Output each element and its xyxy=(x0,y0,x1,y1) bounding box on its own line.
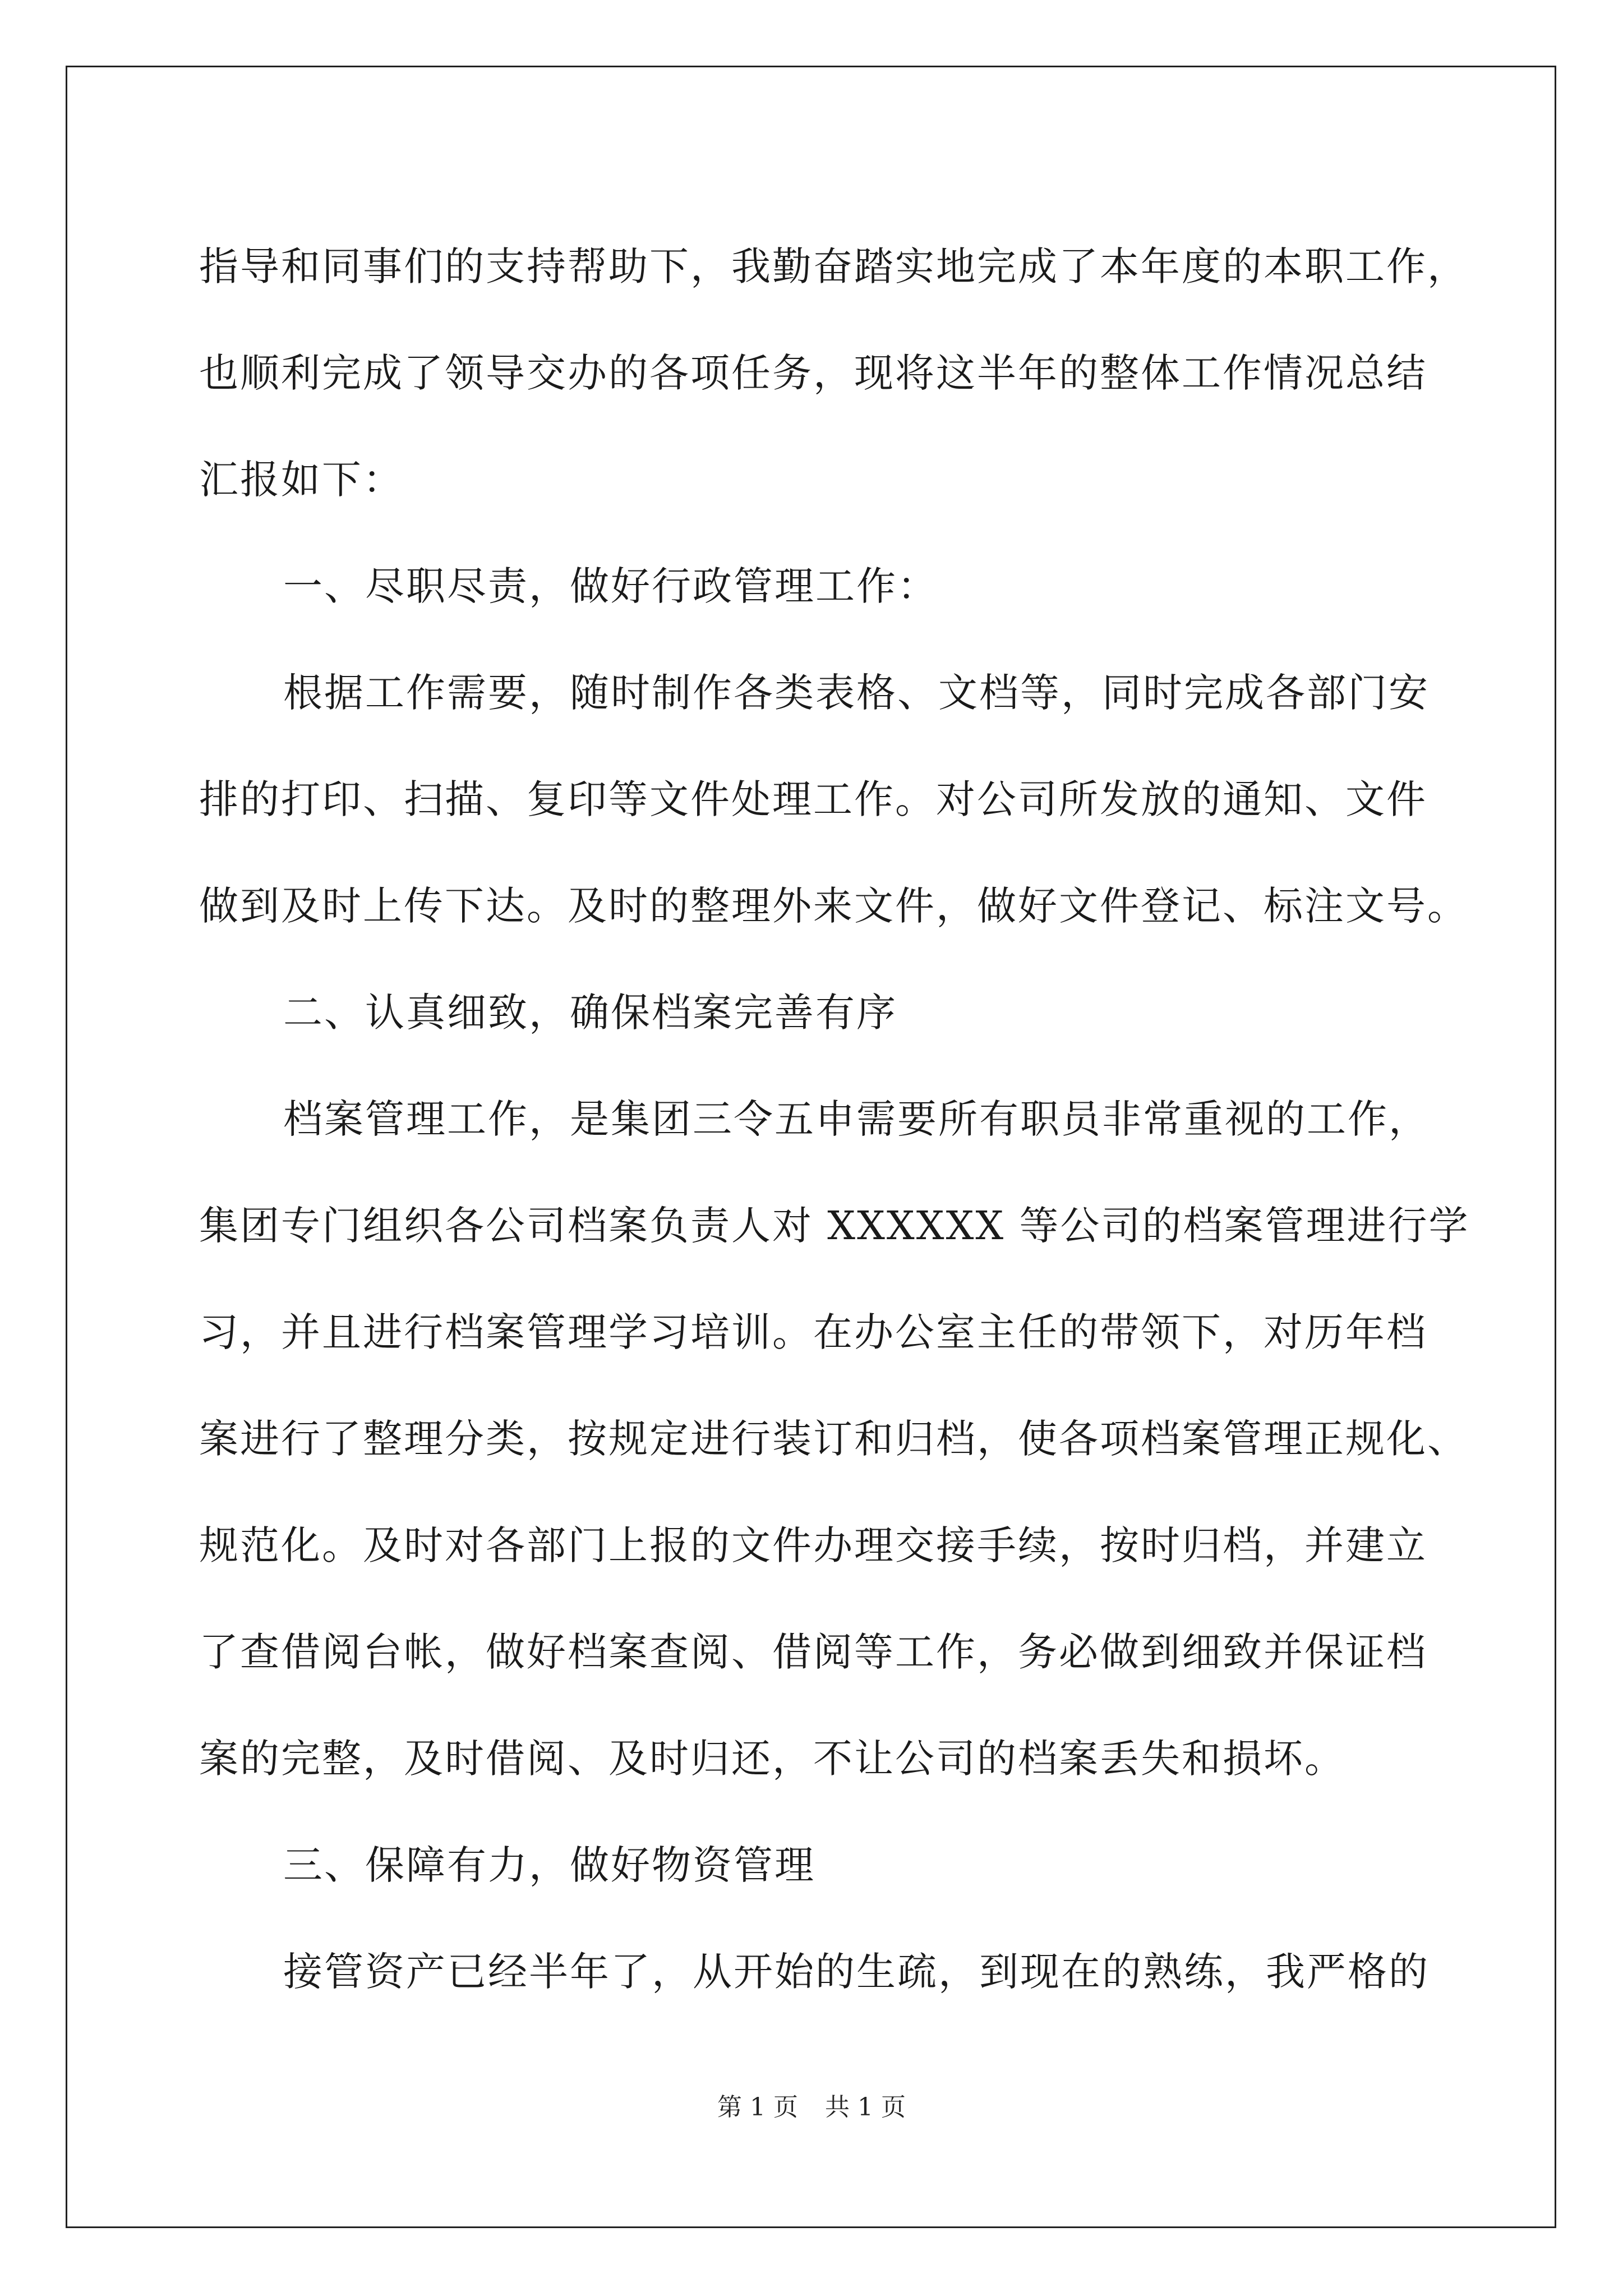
text-line: 案的完整，及时借阅、及时归还，不让公司的档案丢失和损坏。 xyxy=(199,1736,1345,1782)
text-line: 规范化。及时对各部门上报的文件办理交接手续，按时归档，并建立 xyxy=(199,1522,1427,1568)
text-line: 接管资产已经半年了，从开始的生疏，到现在的熟练，我严格的 xyxy=(283,1949,1430,1995)
text-line: 习，并且进行档案管理学习培训。在办公室主任的带领下，对历年档 xyxy=(199,1309,1427,1355)
text-line: 档案管理工作，是集团三令五申需要所有职员非常重视的工作， xyxy=(283,1096,1430,1142)
document-body xyxy=(199,213,1470,2025)
text-line: 指导和同事们的支持帮助下，我勤奋踏实地完成了本年度的本职工作， xyxy=(199,243,1468,289)
section-heading: 三、保障有力，做好物资管理 xyxy=(283,1842,815,1888)
text-line: 集团专门组织各公司档案负责人对 XXXXXX 等公司的档案管理进行学 xyxy=(199,1203,1470,1249)
text-line: 案进行了整理分类，按规定进行装订和归档，使各项档案管理正规化、 xyxy=(199,1416,1468,1462)
text-line: 汇报如下： xyxy=(199,457,404,503)
section-heading: 二、认真细致，确保档案完善有序 xyxy=(283,990,897,1036)
page-total: 共 1 页 xyxy=(825,2093,906,2122)
text-line: 做到及时上传下达。及时的整理外来文件，做好文件登记、标注文号。 xyxy=(199,883,1468,929)
page-number: 第 1 页 xyxy=(717,2093,798,2122)
text-line: 排的打印、扫描、复印等文件处理工作。对公司所发放的通知、文件 xyxy=(199,776,1427,822)
text-line: 也顺利完成了领导交办的各项任务，现将这半年的整体工作情况总结 xyxy=(199,350,1427,396)
text-line: 根据工作需要，随时制作各类表格、文档等，同时完成各部门安 xyxy=(283,670,1430,716)
page-footer xyxy=(0,2087,1623,2123)
text-line: 了查借阅台帐，做好档案查阅、借阅等工作，务必做到细致并保证档 xyxy=(199,1629,1427,1675)
section-heading: 一、尽职尽责，做好行政管理工作： xyxy=(283,563,938,609)
